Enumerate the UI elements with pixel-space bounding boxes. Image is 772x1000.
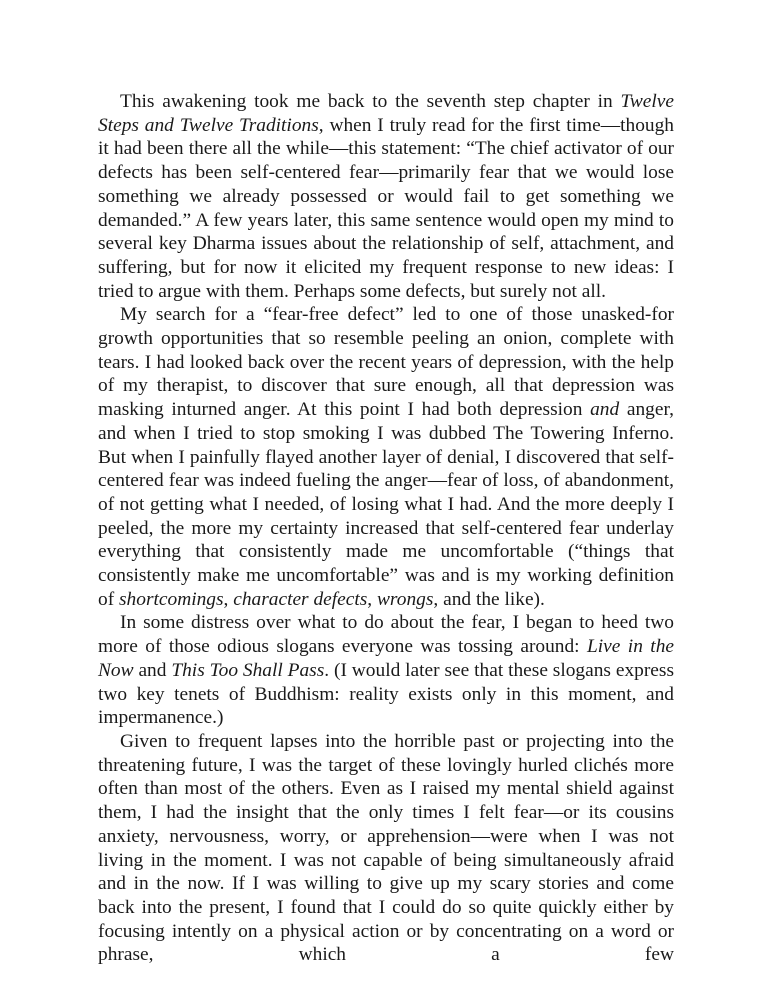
italic-phrase: character defects xyxy=(233,588,368,610)
italic-phrase: and xyxy=(590,399,620,421)
italic-phrase: shortcomings xyxy=(119,588,224,610)
paragraph-3: In some distress over what to do about the fear, I began to heed two more of those odious slogans everyone was tossing around: Live in the Now and This Too Shall Pass. (I would later see that these slogans express two key tenets of Buddhism: reality exists only in this moment, and impermanence.) xyxy=(98,612,675,729)
paragraph-1: This awakening took me back to the seventh step chapter in Twelve Steps and Twelve Traditions, when I truly read for the first time—though it had been there all the while—this statement: “The chief activator of our defects has been self-centered fear—primarily fear that we would lose something we already possessed or would fail to get something we demanded.” A few years later, this same sentence would open my mind to several key Dharma issues about the relationship of self, attachment, and suffering, but for now it elicited my frequent response to new ideas: I tried to argue with them. Perhaps some defects, but surely not all. xyxy=(98,91,675,302)
paragraph-4: Given to frequent lapses into the horrible past or projecting into the threatening future, I was the target of these lovingly hurled clichés more often than most of the others. Even as I raised my mental shield against them, I had the insight that the only times I felt fear—or its cousins anxiety, nervousness, worry, or apprehension—were when I was not living in the moment. I was not capable of being simultaneously afraid and in the now. If I was willing to give up my scary stories and come back into the present, I found that I could do so quite quickly either by focusing intently on a physical action or by concentrating on a word or phrase, which a few xyxy=(98,730,674,966)
italic-phrase: Live in the Now xyxy=(98,636,674,681)
italic-phrase: This Too Shall Pass xyxy=(171,659,325,681)
italic-phrase: wrongs xyxy=(377,588,434,610)
italic-phrase: Twelve Steps and Twelve Traditions xyxy=(98,91,674,136)
book-page xyxy=(98,90,674,967)
paragraph-2: My search for a “fear-free defect” led to one of those unasked-for growth opportunities that so resemble peeling an onion, complete with tears. I had looked back over the recent years of depression, with the help of my therapist, to discover that sure enough, all that depression was masking inturned anger. At this point I had both depression and anger, and when I tried to stop smoking I was dubbed The Towering Inferno. But when I painfully flayed another layer of denial, I discovered that self-centered fear was indeed fueling the anger—fear of loss, of abandonment, of not getting what I needed, of losing what I had. And the more deeply I peeled, the more my certainty increased that self-centered fear underlay everything that consistently made me uncomfortable (“things that consistently make me uncomfortable” was and is my working definition of shortcomings, character defects, wrongs, and the like). xyxy=(98,304,675,610)
